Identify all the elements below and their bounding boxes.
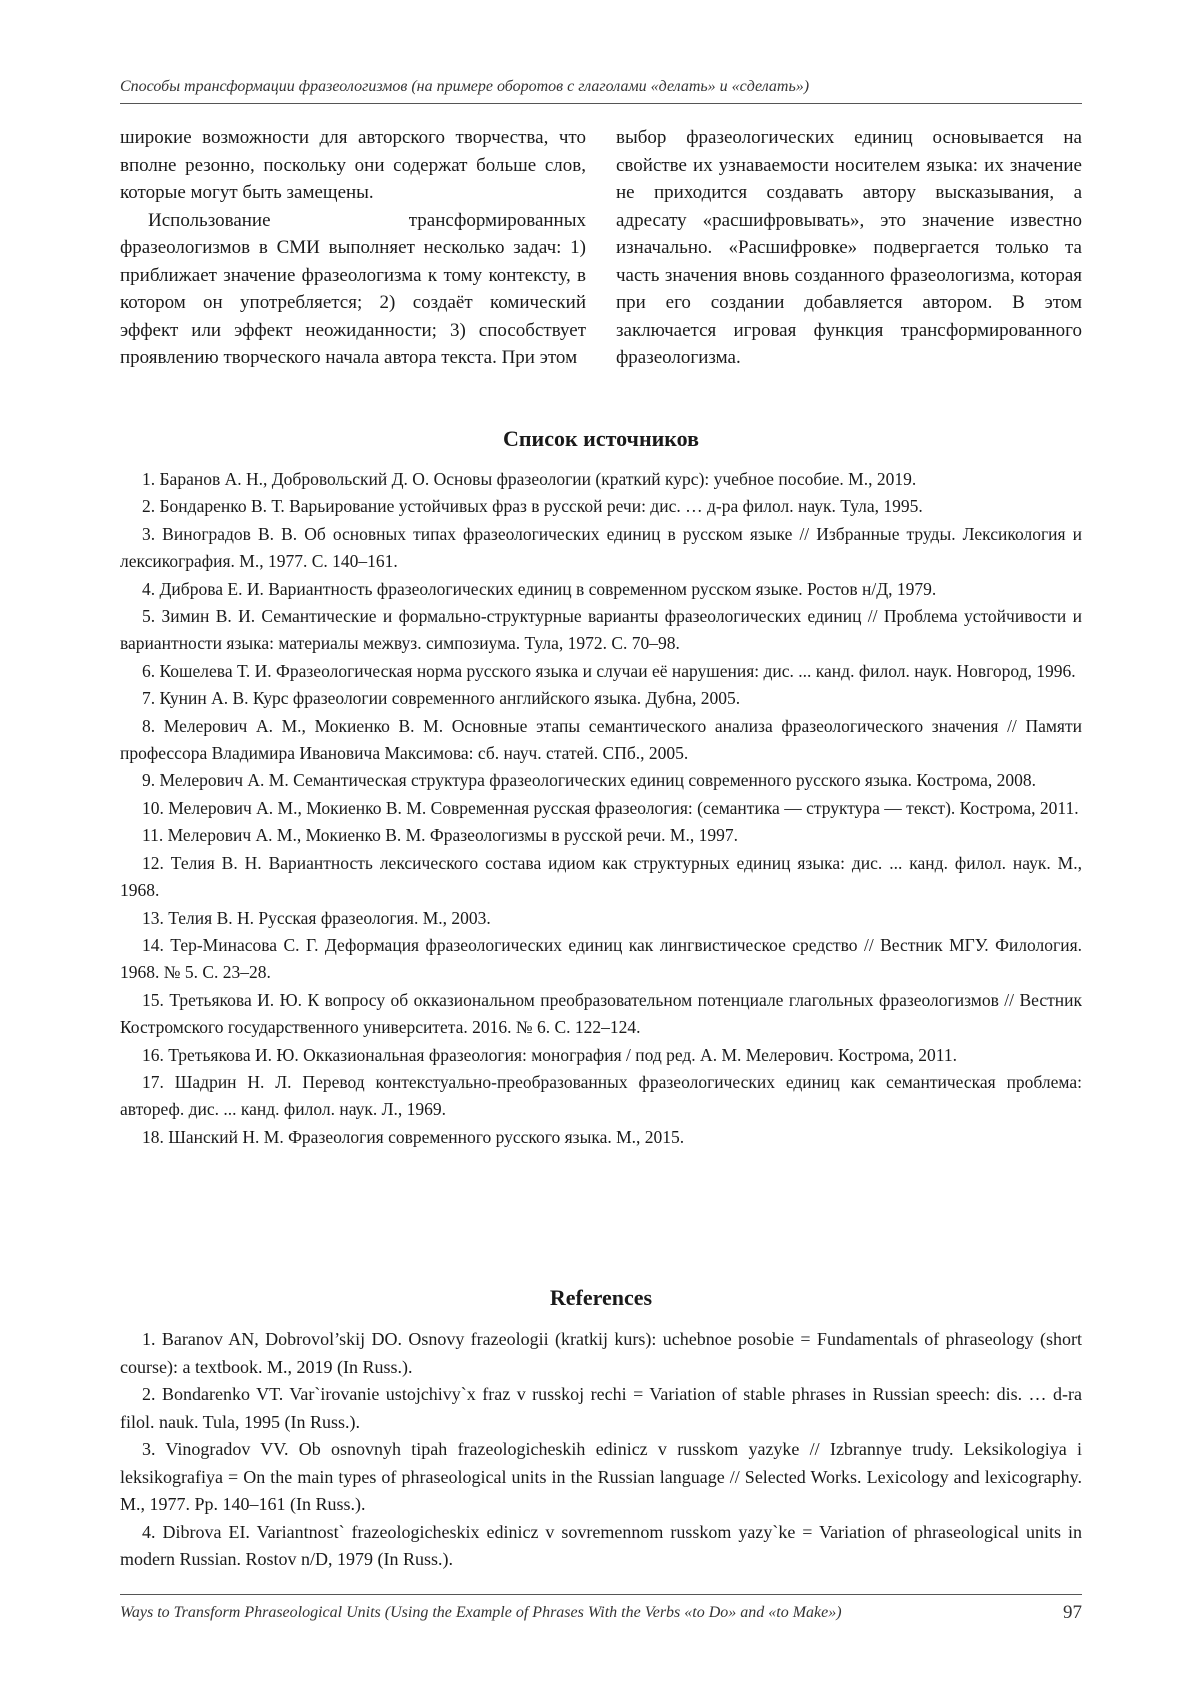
source-item: 6. Кошелева Т. И. Фразеологическая норма русского языка и случаи её нарушения: дис. ... канд. филол. наук. Новгород, 1996. (142, 660, 1076, 681)
source-item: 1. Баранов А. Н., Добровольский Д. О. Основы фразеологии (краткий курс): учебное пособие. М., 2019. (142, 469, 917, 489)
source-item: 7. Кунин А. В. Курс фразеологии современного английского языка. Дубна, 2005. (142, 688, 741, 709)
running-footer: Ways to Transform Phraseological Units (Using the Example of Phrases With the Verbs «to Do» and «to Make») (120, 1604, 842, 1621)
source-item: 10. Мелерович А. М., Мокиенко В. М. Современная русская фразеология: (семантика — структура — текст). Кострома, 2011. (142, 797, 1079, 818)
source-item: 5. Зимин В. И. Семантические и формально-структурные варианты фразеологических единиц // Проблема устойчивости и вариантности языка: материалы межвуз. симпозиума. Тула, 1972. С. 70–98. (120, 606, 1082, 654)
left-column (120, 124, 586, 372)
right-column (616, 124, 1082, 372)
source-item: 17. Шадрин Н. Л. Перевод контекстуально-преобразованных фразеологических единиц как семантическая проблема: автореф. дис. ... канд. филол. наук. Л., 1969. (120, 1071, 1082, 1120)
body-columns (120, 124, 1082, 372)
running-header: Способы трансформации фразеологизмов (на примере оборотов с глаголами «делать» и «сделать») (120, 78, 810, 95)
source-item: 3. Виноградов В. В. Об основных типах фразеологических единиц в русском языке // Избранные труды. Лексикология и лексикография. М., 1977. С. 140–161. (120, 523, 1082, 572)
left-paragraph-2: Использование трансформированных фразеологизмов в СМИ выполняет несколько задач: 1) приближает значение фразеологизма к тому контексту, в котором он употребляется; 2) создаёт комический эффект или эффект неожиданности; 3) способствует проявлению творческого начала автора текста. При этом (120, 209, 586, 368)
page-number: 97 (1063, 1602, 1082, 1623)
source-item: 13. Телия В. Н. Русская фразеология. М., 2003. (142, 907, 491, 928)
sources-list (120, 466, 1082, 1151)
header-rule (120, 103, 1082, 104)
source-item: 8. Мелерович А. М., Мокиенко В. М. Основные этапы семантического анализа фразеологического значения // Памяти профессора Владимира Ивановича Максимова: сб. науч. статей. СПб., 2005. (120, 715, 1082, 764)
reference-item: 4. Dibrova EI. Variantnost` frazeologicheskix edinicz v sovremennom russkom yazy`ke = Variation of phraseological units in modern Russian. Rostov n/D, 1979 (In Russ.). (120, 1521, 1082, 1569)
reference-item: 3. Vinogradov VV. Ob osnovnyh tipah frazeologicheskih edinicz v russkom yazyke // Izbrannye trudy. Leksikologiya i leksikografiya = On the main types of phraseological units in the Russian language // Selected Works. Lexicology and lexicography. M., 1977. Pp. 140–161 (In Russ.). (120, 1439, 1082, 1514)
source-item: 14. Тер-Минасова С. Г. Деформация фразеологических единиц как лингвистическое средство // Вестник МГУ. Филология. 1968. № 5. С. 23–28. (120, 934, 1082, 983)
source-item: 2. Бондаренко В. Т. Варьирование устойчивых фраз в русской речи: дис. … д-ра филол. наук. Тула, 1995. (142, 496, 923, 517)
references-heading: References (549, 1285, 653, 1310)
source-item: 15. Третьякова И. Ю. К вопросу об окказиональном преобразовательном потенциале глагольных фразеологизмов // Вестник Костромского государственного университета. 2016. № 6. С. 122–124. (120, 989, 1082, 1038)
reference-item: 1. Baranov AN, Dobrovol’skij DO. Osnovy frazeologii (kratkij kurs): uchebnoe posobie = Fundamentals of phraseology (short course): a textbook. M., 2019 (In Russ.). (120, 1329, 1082, 1377)
source-item: 11. Мелерович А. М., Мокиенко В. М. Фразеологизмы в русской речи. М., 1997. (142, 825, 738, 846)
sources-heading: Список источников (502, 426, 700, 451)
references-list (120, 1326, 1082, 1574)
source-item: 4. Диброва Е. И. Вариантность фразеологических единиц в современном русском языке. Ростов н/Д, 1979. (142, 578, 937, 599)
source-item: 9. Мелерович А. М. Семантическая структура фразеологических единиц современного русского языка. Кострома, 2008. (142, 770, 1037, 791)
reference-item: 2. Bondarenko VT. Var`irovanie ustojchivy`x fraz v russkoj rechi = Variation of stable phrases in Russian speech: dis. … d-ra filol. nauk. Tula, 1995 (In Russ.). (120, 1384, 1082, 1432)
footer-rule (120, 1594, 1082, 1595)
source-item: 16. Третьякова И. Ю. Окказиональная фразеология: монография / под ред. А. М. Мелерович. Кострома, 2011. (142, 1044, 958, 1065)
source-item: 18. Шанский Н. М. Фразеология современного русского языка. М., 2015. (142, 1126, 685, 1147)
right-paragraph: выбор фразеологических единиц основывается на свойстве их узнаваемости носителем языка: их значение не приходится создавать автору высказывания, а адресату «расшифровывать», это значение известно изначально. «Расшифровке» подвергается только та часть значения вновь созданного фразеологизма, которая при его создании добавляется автором. В этом заключается игровая функция трансформированного фразеологизма. (616, 127, 1082, 368)
source-item: 12. Телия В. Н. Вариантность лексического состава идиом как структурных единиц языка: дис. ... канд. филол. наук. М., 1968. (120, 852, 1082, 901)
left-paragraph-1: широкие возможности для авторского творчества, что вполне резонно, поскольку они содержат больше слов, которые могут быть замещены. (120, 127, 586, 203)
